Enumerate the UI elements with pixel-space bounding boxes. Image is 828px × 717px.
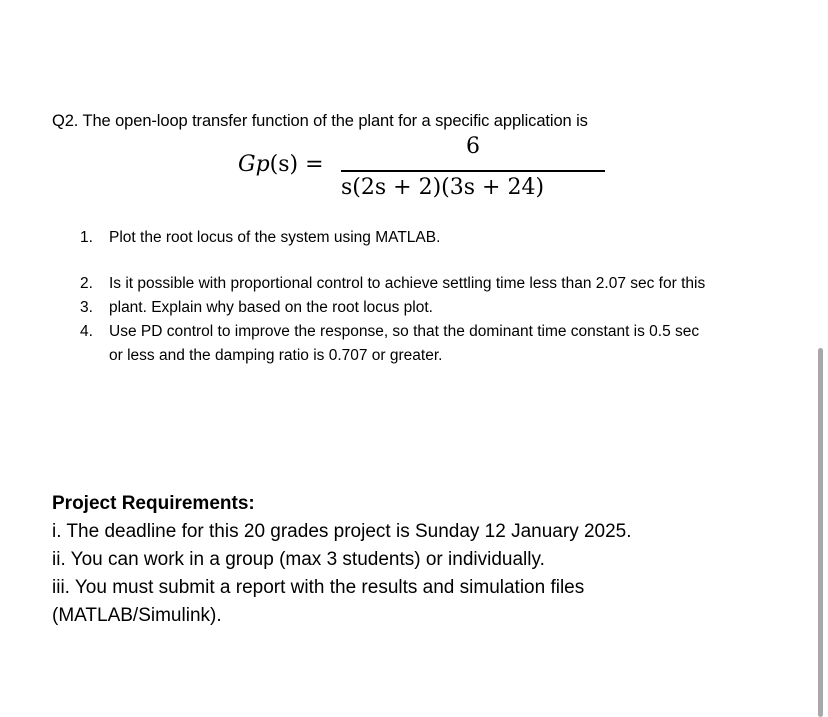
- task-text: Plot the root locus of the system using MATLAB.: [109, 229, 441, 246]
- question-text: Q2. The open-loop transfer function of the plant for a specific application is: [52, 112, 588, 130]
- requirements-heading: Project Requirements:: [52, 493, 255, 514]
- task-text: Use PD control to improve the response, so that the dominant time constant is 0.5 sec: [109, 323, 700, 340]
- task-number: 3.: [80, 299, 93, 316]
- task-text: Is it possible with proportional control to achieve settling time less than 2.07 sec for this: [109, 275, 706, 292]
- task-number: 2.: [80, 275, 93, 292]
- requirement-line: iii. You must submit a report with the results and simulation files: [52, 577, 585, 598]
- equation-lhs: [238, 152, 324, 177]
- transfer-function-equation: [0, 0, 828, 220]
- fraction-bar: [341, 170, 605, 172]
- task-text: plant. Explain why based on the root locus plot.: [109, 299, 433, 316]
- requirement-line: (MATLAB/Simulink).: [52, 605, 222, 626]
- task-text: or less and the damping ratio is 0.707 or greater.: [109, 347, 443, 364]
- equation-denominator: s(2s + 2)(3s + 24): [341, 175, 545, 200]
- equals-sign: =: [305, 152, 324, 177]
- function-name: Gp: [238, 152, 270, 177]
- task-number: 1.: [80, 229, 93, 246]
- requirement-line: i. The deadline for this 20 grades project is Sunday 12 January 2025.: [52, 521, 632, 542]
- function-argument: (s): [269, 152, 299, 177]
- task-number: 4.: [80, 323, 93, 340]
- requirement-line: ii. You can work in a group (max 3 students) or individually.: [52, 549, 545, 570]
- project-requirements: [52, 490, 632, 630]
- equation-numerator: 6: [466, 134, 480, 159]
- vertical-scrollbar[interactable]: [818, 348, 823, 717]
